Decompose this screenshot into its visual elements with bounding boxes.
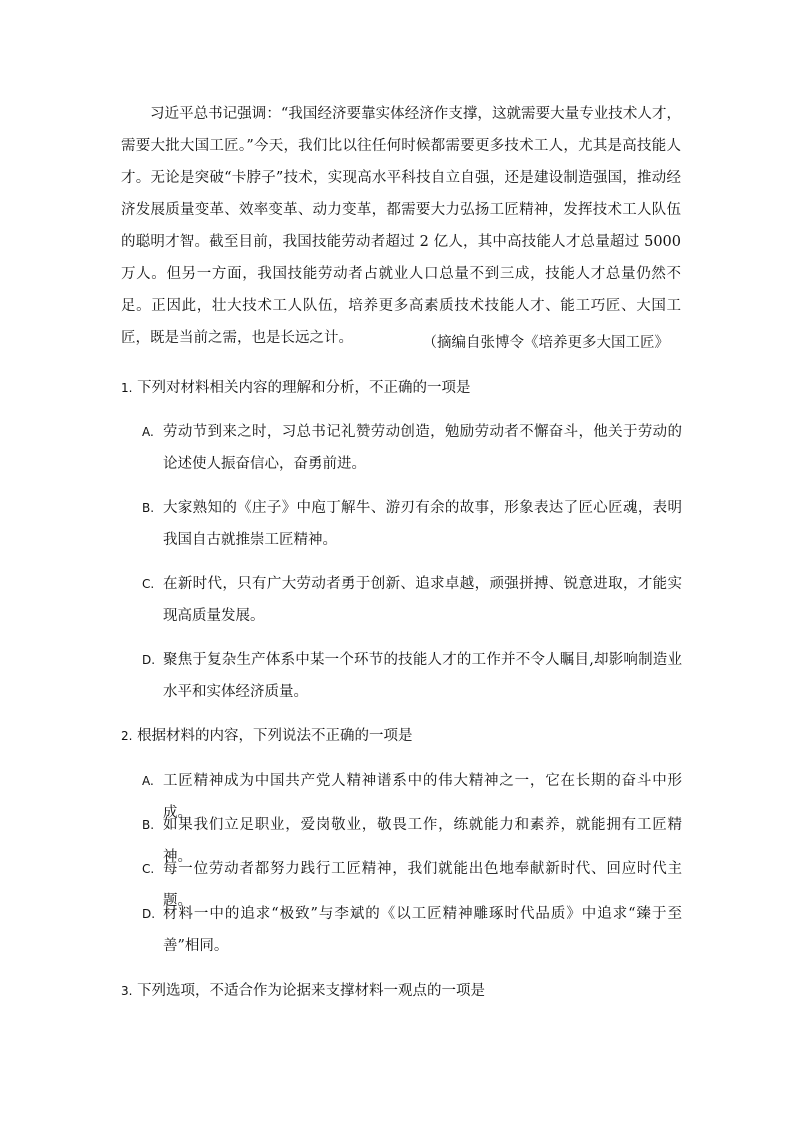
passage-source: （摘编自张博令《培养更多大国工匠》 (422, 335, 669, 351)
question-2-number: 2. (121, 729, 133, 743)
question-1-option-c[interactable] (142, 568, 682, 632)
option-letter: B. (142, 818, 155, 832)
question-1-option-a[interactable] (142, 416, 682, 480)
option-letter: B. (142, 501, 155, 515)
question-3 (121, 980, 681, 1002)
option-letter: C. (142, 577, 155, 591)
option-text: 在新时代，只有广大劳动者勇于创新、追求卓越，顽强拼搏、锐意进取，才能实现高质量发展。 (163, 576, 682, 624)
question-1-option-d[interactable] (142, 644, 682, 708)
question-1-number: 1. (121, 381, 133, 395)
passage-paragraph: 习近平总书记强调：“我国经济要靠实体经济作支撑，这就需要大量专业技术人才，需要大批大国工匠。”今天，我们比以往任何时候都需要更多技术工人，尤其是高技能人才。无论是突破“卡脖子”技术，实现高水平科技自立自强，还是建设制造强国，推动经济发展质量变革、效率变革、动力变革，都需要大力弘扬工匠精神，发挥技术工人队伍的聪明才智。截至目前，我国技能劳动者超过 2 亿人，其中高技能人才总量超过 5000 万人。但另一方面，我国技能劳动者占就业人口总量不到三成，技能人才总量仍然不足。正因此，壮大技术工人队伍，培养更多高素质技术技能人才、能工巧匠、大国工匠，既是当前之需，也是长远之计。 (121, 106, 681, 346)
option-letter: C. (142, 862, 155, 876)
question-1-option-b[interactable] (142, 492, 682, 556)
question-3-number: 3. (121, 984, 133, 998)
option-text: 大家熟知的《庄子》中庖丁解牛、游刃有余的故事，形象表达了匠心匠魂，表明我国自古就推崇工匠精神。 (163, 500, 682, 548)
question-2-stem: 根据材料的内容，下列说法不正确的一项是 (137, 728, 413, 744)
question-2-option-d[interactable] (142, 898, 682, 962)
option-letter: A. (142, 774, 154, 788)
option-letter: A. (142, 425, 154, 439)
option-text: 每一位劳动者都努力践行工匠精神，我们就能出色地奉献新时代、回应时代主题。 (163, 861, 682, 909)
option-text: 工匠精神成为中国共产党人精神谱系中的伟大精神之一，它在长期的奋斗中形成。 (163, 773, 682, 821)
question-2 (121, 725, 681, 747)
option-text: 材料一中的追求“极致”与李斌的《以工匠精神雕琢时代品质》中追求“臻于至善”相同。 (163, 906, 682, 954)
question-3-stem: 下列选项，不适合作为论据来支撑材料一观点的一项是 (137, 983, 486, 999)
option-text: 如果我们立足职业，爱岗敬业，敬畏工作，练就能力和素养，就能拥有工匠精神。 (163, 817, 682, 865)
question-1 (121, 377, 681, 399)
reading-passage (121, 98, 681, 354)
option-letter: D. (142, 653, 156, 667)
option-text: 聚焦于复杂生产体系中某一个环节的技能人才的工作并不令人瞩目,却影响制造业水平和实体经济质量。 (163, 652, 682, 700)
option-text: 劳动节到来之时，习总书记礼赞劳动创造，勉励劳动者不懈奋斗，他关于劳动的论述使人振奋信心，奋勇前进。 (163, 424, 682, 472)
question-1-stem: 下列对材料相关内容的理解和分析，不正确的一项是 (137, 380, 471, 396)
option-letter: D. (142, 907, 156, 921)
